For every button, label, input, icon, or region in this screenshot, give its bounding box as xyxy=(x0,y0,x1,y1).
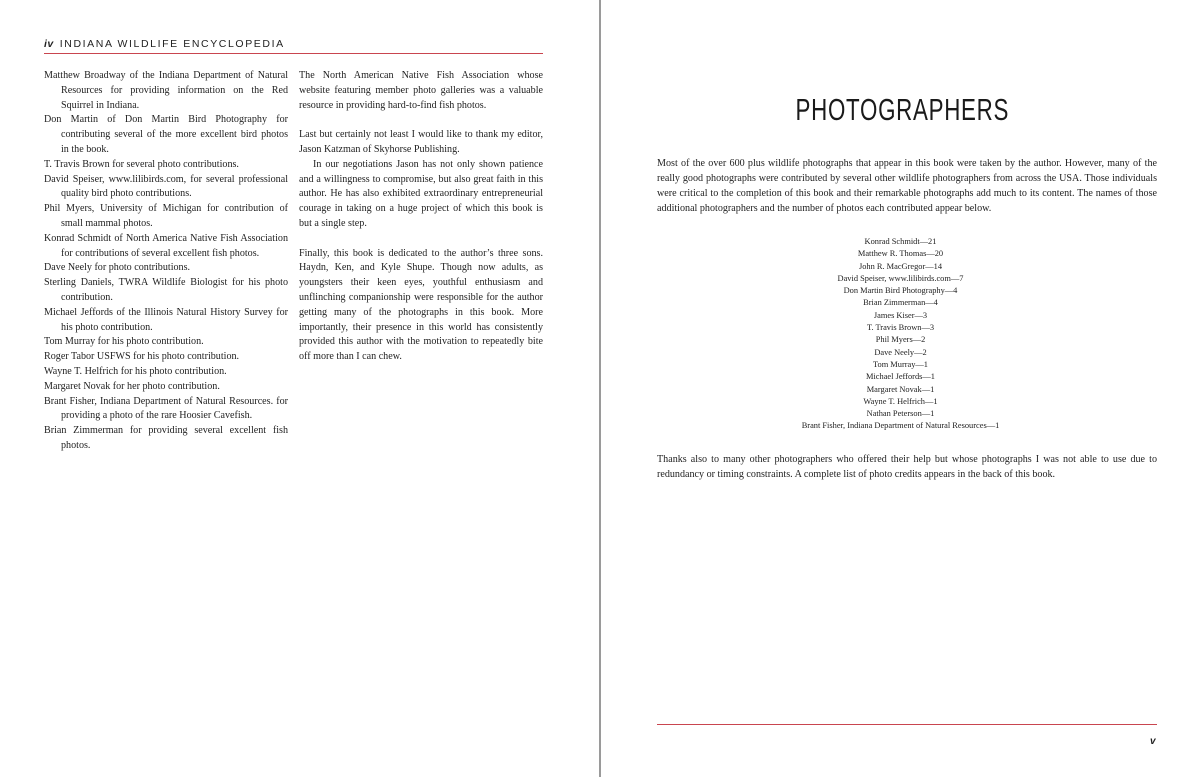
photo-credits-list xyxy=(601,236,1200,433)
credit-item: Konrad Schmidt—21 xyxy=(864,237,937,246)
acknowledgment-entry: David Speiser, www.lilibirds.com, for several professional quality bird photo contributions. xyxy=(44,173,288,200)
acknowledgment-entry: Michael Jeffords of the Illinois Natural History Survey for his photo contribution. xyxy=(44,306,288,333)
footer-rule xyxy=(657,724,1157,725)
credit-item: Matthew R. Thomas—20 xyxy=(857,249,944,259)
right-page xyxy=(601,0,1200,777)
credit-item: Michael Jeffords—1 xyxy=(866,372,935,382)
credit-item: John R. MacGregor—14 xyxy=(858,261,943,271)
header-rule xyxy=(44,53,543,54)
credit-item: Don Martin Bird Photography—4 xyxy=(843,286,958,296)
nanfa-paragraph: The North American Native Fish Association whose website featuring member photo galleries was a valuable resource in providing hard-to-find fish photos. xyxy=(299,70,543,111)
left-page xyxy=(0,0,599,777)
acknowledgment-entry: Wayne T. Helfrich for his photo contribution. xyxy=(44,365,227,377)
acknowledgment-entry: Tom Murray for his photo contribution. xyxy=(44,336,204,348)
credit-item: Brant Fisher, Indiana Department of Natural Resources—1 xyxy=(801,421,1000,431)
acknowledgment-entry: T. Travis Brown for several photo contributions. xyxy=(44,158,239,170)
page-number-right: v xyxy=(1150,736,1156,747)
credit-item: Nathan Peterson—1 xyxy=(866,409,935,419)
editor-praise-paragraph: In our negotiations Jason has not only shown patience and a willingness to compromise, but also great faith in this author. He has also exhibited extraordinary entrepreneurial courage in taking on a huge project of which this book is but a single step. xyxy=(299,158,543,229)
dedication-paragraph: Finally, this book is dedicated to the author’s three sons. Haydn, Ken, and Kyle Shupe. Though now adults, as youngsters their keen eyes, youthful enthusiasm and unflinching companionship were responsible for the author getting many of the photographs in this book. More importantly, their presence in this world has consistently provided this author with the motivation to repeatedly bite off more than I can chew. xyxy=(299,247,543,363)
acknowledgment-entry: Dave Neely for photo contributions. xyxy=(44,262,191,274)
acknowledgment-entry: Phil Myers, University of Michigan for contribution of small mammal photos. xyxy=(44,203,288,229)
credit-item: Phil Myers—2 xyxy=(875,335,926,345)
acknowledgment-entry: Brant Fisher, Indiana Department of Natural Resources. for providing a photo of the rare Hoosier Cavefish. xyxy=(44,395,288,422)
editor-thanks-paragraph: Last but certainly not least I would like to thank my editor, Jason Katzman of Skyhorse Publishing. xyxy=(299,129,543,155)
page-title: PHOTOGRAPHERS xyxy=(795,92,1010,127)
acknowledgment-entry: Konrad Schmidt of North America Native Fish Association for contributions of several excellent fish photos. xyxy=(44,232,288,259)
credit-item: Dave Neely—2 xyxy=(874,347,927,357)
credit-item: David Speiser, www.lilibirds.com—7 xyxy=(837,273,964,283)
credit-item: Margaret Novak—1 xyxy=(866,384,935,394)
running-head xyxy=(44,38,542,52)
acknowledgment-entry: Don Martin of Don Martin Bird Photography for contributing several of the more excellent bird photos in the book. xyxy=(44,114,288,155)
acknowledgment-entry: Roger Tabor USFWS for his photo contribution. xyxy=(44,351,240,363)
book-title-header: INDIANA WILDLIFE ENCYCLOPEDIA xyxy=(59,38,285,50)
credit-item: Wayne T. Helfrich—1 xyxy=(863,396,938,406)
dedication-column xyxy=(299,69,543,365)
acknowledgment-entry: Sterling Daniels, TWRA Wildlife Biologist for his photo contribution. xyxy=(44,277,288,303)
closing-paragraph: Thanks also to many other photographers who offered their help but whose photographs I was not able to use due to redundancy or timing constraints. A complete list of photo credits appears in the back of this book. xyxy=(657,454,1157,480)
acknowledgment-entry: Matthew Broadway of the Indiana Department of Natural Resources for providing information on the Red Squirrel in Indiana. xyxy=(44,70,288,111)
credit-item: Brian Zimmerman—4 xyxy=(863,298,938,308)
acknowledgment-entry: Margaret Novak for her photo contribution. xyxy=(44,380,220,392)
credit-item: T. Travis Brown—3 xyxy=(866,323,935,333)
credit-item: James Kiser—3 xyxy=(873,310,928,320)
credit-item: Tom Murray—1 xyxy=(872,359,928,369)
acknowledgment-entry: Brian Zimmerman for providing several excellent fish photos. xyxy=(44,425,288,451)
acknowledgments-column xyxy=(44,69,288,454)
intro-paragraph: Most of the over 600 plus wildlife photographs that appear in this book were taken by the author. However, many of the really good photographs were contributed by several other wildlife photographers from across the USA. Those individuals were critical to the completion of this book and their remarkable photographs add much to its content. The names of those additional photographers and the number of photos each contributed appear below. xyxy=(657,158,1157,214)
page-number-left: iv xyxy=(44,38,54,50)
